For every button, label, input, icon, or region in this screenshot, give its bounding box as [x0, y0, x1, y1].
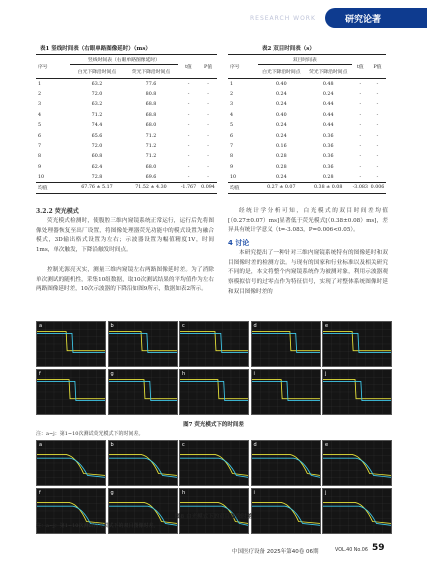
table1-cell: 71.2: [145, 133, 157, 139]
table1-cell: 63.2: [91, 102, 103, 108]
table2-cell: 10: [230, 174, 237, 180]
oscilloscope-trace: [180, 322, 248, 366]
table1-cell: 72.0: [91, 91, 103, 97]
figure7-panel: [179, 369, 249, 415]
table1-cell: -: [187, 164, 190, 170]
oscilloscope-trace: [252, 370, 320, 414]
figure7-panel-label: h: [182, 371, 186, 377]
oscilloscope-trace: [109, 370, 177, 414]
left-paragraph-1: 荧光模式检测时，使腹腔三维内窥镜系统正常运行，运行后先将图像处理器恢复至出厂设置，将图像处理器荧光功能中的模式设置为融合模式，3D输出格式设置为左右；示波器设置为幅值精度1V，时间1ms，单次触发，下降沿触发时间点。: [36, 218, 214, 254]
figure8-panel: [179, 440, 249, 486]
table2-cell: -: [359, 174, 362, 180]
table1-cell: 71.2: [145, 154, 157, 160]
table2: [228, 54, 386, 194]
table2-header-fluor: 荧光下降沿时间点: [305, 65, 352, 79]
table1-header-white: 白光下降沿时间点: [70, 65, 124, 79]
figure7-panel: [322, 369, 392, 415]
table2-cell: -: [376, 102, 379, 108]
table1-cell: 71.2: [91, 112, 103, 118]
figure7-panel-label: f: [39, 371, 41, 377]
table2-row: [228, 152, 386, 162]
table1-cell: -: [207, 133, 209, 139]
table2-row: [228, 110, 386, 120]
figure8-panel: [179, 488, 249, 534]
table2-cell: -: [359, 154, 362, 160]
table1-cell: -: [187, 174, 190, 180]
table1-cell: 65.6: [91, 133, 103, 139]
table2-cell: 9: [230, 164, 234, 170]
table2-cell: 0.24: [275, 133, 287, 139]
oscilloscope-trace: [323, 370, 391, 414]
table1-cell: -1.767: [178, 183, 199, 193]
table1-cell: 68.8: [145, 112, 157, 118]
table1-cell: 72.0: [91, 143, 103, 149]
left-paragraph-2: 控制光源亮灭实，测量三维内窥镜左右两路图像延时差。为了消除单次测试的随机性，采集10组数据，取10次测试结果的平均值作为左右两路图像延时差，10次示波器的下降沿如图9所示，数据如表2所示。: [36, 267, 214, 293]
table1-cell: -: [207, 123, 209, 129]
table1-cell: 5: [38, 123, 42, 129]
table2-cell: 0.24: [275, 91, 287, 97]
table2-cell: -: [376, 143, 379, 149]
figure7-grid: [36, 321, 392, 417]
table2-cell: 0.28: [275, 154, 287, 160]
table2-cell: -: [376, 133, 379, 139]
table2-header-index: 序号: [228, 55, 258, 79]
table1-cell: 68.0: [145, 164, 157, 170]
oscilloscope-trace: [180, 489, 248, 533]
table1-row: [36, 131, 217, 141]
table1-header-fluor: 荧光下降沿时间点: [124, 65, 178, 79]
table2-cell: 4: [230, 112, 234, 118]
table2-cell: -3.083: [352, 183, 369, 193]
table2-cell: 0.27 ± 0.07: [258, 183, 305, 193]
oscilloscope-trace: [37, 370, 105, 414]
table1-cell: 63.2: [91, 81, 103, 87]
table2-cell: -: [376, 164, 379, 170]
table2-cell: 0.44: [322, 112, 334, 118]
oscilloscope-trace: [37, 322, 105, 366]
oscilloscope-trace: [109, 441, 177, 485]
table2-group-header: 双目时间表: [258, 55, 352, 65]
table1-cell: 4: [38, 112, 42, 118]
table1-cell: 2: [38, 91, 42, 97]
table2-cell: -: [359, 133, 362, 139]
table2-cell: 0.24: [275, 102, 287, 108]
table2-cell: 0.40: [275, 112, 287, 118]
table1-cell: -: [207, 164, 209, 170]
section-label-en: RESEARCH WORK: [250, 15, 316, 22]
table2-cell: 0.40: [275, 81, 287, 87]
table1-cell: -: [207, 143, 209, 149]
table1-cell: 9: [38, 164, 42, 170]
figure8-panel-label: i: [253, 490, 255, 496]
table1-cell: -: [187, 154, 190, 160]
table2-row: [228, 89, 386, 99]
figure7-panel: [322, 321, 392, 367]
footer-volume: VOL.40 No.06: [335, 548, 368, 553]
oscilloscope-trace: [37, 441, 105, 485]
table2-cell: 3: [230, 102, 234, 108]
table1-cell: -: [187, 102, 190, 108]
table1-cell: 10: [38, 174, 45, 180]
figure7-note: 注：a~j：第1~10次测试荧光模式下的时间差。: [36, 431, 144, 437]
table1-caption: 表1 竖线时间表（右眼单路图像延时）（ms）: [40, 46, 151, 52]
table1-cell: 74.4: [91, 123, 103, 129]
table1-cell: 68.0: [145, 123, 157, 129]
table2-cell: -: [376, 154, 379, 160]
oscilloscope-trace: [252, 489, 320, 533]
table2-cell: 0.28: [275, 164, 287, 170]
table2-row: [228, 141, 386, 151]
table1-cell: 67.76 ± 5.17: [70, 183, 124, 193]
table1-cell: -: [207, 112, 209, 118]
section-label-cn: 研究论著: [345, 15, 382, 25]
table1-header-t: t值: [178, 55, 199, 79]
table2-cell: 0.36: [322, 133, 334, 139]
figure7-panel: [36, 369, 106, 415]
table1-row: [36, 183, 217, 193]
figure7-panel: [251, 369, 321, 415]
table2-cell: -: [359, 143, 362, 149]
table2-row: [228, 172, 386, 182]
table1-cell: -: [187, 133, 190, 139]
table2-cell: 0.44: [322, 102, 334, 108]
table1-row: [36, 152, 217, 162]
table1-cell: 80.8: [145, 91, 157, 97]
figure7-panel-label: a: [39, 323, 43, 329]
table2-cell: 5: [230, 123, 234, 129]
figure7-panel-label: b: [110, 323, 114, 329]
figure8-note: 注：a~j：第1~10次测试白光模式下的双目图像时差。: [36, 523, 159, 529]
figure7-panel: [36, 321, 106, 367]
table1-row: [36, 100, 217, 110]
table2-cell: -: [359, 91, 362, 97]
page-number: 59: [372, 543, 385, 553]
table1-cell: 1: [38, 81, 42, 87]
footer-journal: 中国医疗设备 2025年第40卷 06期: [232, 549, 319, 555]
table1-cell: 62.4: [91, 164, 103, 170]
figure7-panel-label: c: [182, 323, 185, 329]
table1-cell: 71.2: [145, 143, 157, 149]
table2-cell: 0.36: [322, 154, 334, 160]
table2-row: [228, 120, 386, 130]
oscilloscope-trace: [180, 370, 248, 414]
figure7-panel-label: g: [110, 371, 114, 377]
table2-cell: 0.24: [275, 123, 287, 129]
section-heading-3-2-2: 3.2.2 荧光模式: [36, 208, 79, 215]
table2-cell: -: [359, 81, 362, 87]
table2-cell: -: [376, 91, 379, 97]
table1-cell: -: [187, 81, 190, 87]
right-paragraph-1: 经统计学分析可知，白光模式的双目时间差均值[（0.27±0.07）ms]显著低于荧光模式[（0.38±0.08）ms]，差异具有统计学意义（t=-3.083，P=0.006<0.05）。: [228, 208, 388, 234]
table1: [36, 54, 217, 194]
table2-cell: 2: [230, 91, 234, 97]
figure8-panel-label: h: [182, 490, 186, 496]
figure8-panel: [251, 440, 321, 486]
figure8-panel-label: c: [182, 442, 185, 448]
table1-cell: 69.6: [145, 174, 157, 180]
table2-cell: 0.16: [275, 143, 287, 149]
figure7-panel: [251, 321, 321, 367]
table2-cell: -: [359, 102, 362, 108]
section-badge: [325, 8, 427, 28]
table1-header-index: 序号: [36, 55, 70, 79]
table2-cell: -: [376, 174, 379, 180]
table1-row: [36, 89, 217, 99]
figure8-panel-label: g: [110, 490, 114, 496]
table2-cell: -: [359, 112, 362, 118]
figure7-caption: 图7 荧光模式下的时间差: [183, 422, 244, 428]
table1-cell: -: [207, 174, 209, 180]
table1-group-header: 竖线时间表（右眼单路图像延时）: [70, 55, 178, 65]
table1-cell: 68.8: [145, 102, 157, 108]
figure7-panel-label: i: [253, 371, 255, 377]
figure8-panel-label: e: [325, 442, 329, 448]
figure7-panel-label: e: [325, 323, 329, 329]
oscilloscope-trace: [323, 489, 391, 533]
table2-cell: 0.24: [275, 174, 287, 180]
table1-cell: 6: [38, 133, 42, 139]
table2-cell: 6: [230, 133, 234, 139]
table2-cell: -: [376, 123, 379, 129]
table2-cell: 0.28: [322, 174, 334, 180]
table2-header-t: t值: [352, 55, 369, 79]
table1-cell: -: [187, 91, 190, 97]
table1-row: [36, 110, 217, 120]
table2-cell: 0.48: [322, 81, 334, 87]
table2-row: [228, 162, 386, 172]
table1-cell: 8: [38, 154, 42, 160]
table1-cell: -: [207, 154, 209, 160]
table2-cell: -: [376, 81, 379, 87]
table1-row: [36, 172, 217, 182]
table1-cell: -: [207, 91, 209, 97]
table1-cell: 72.8: [91, 174, 103, 180]
table2-header-p: P值: [369, 55, 386, 79]
table2-cell: 0.38 ± 0.08: [305, 183, 352, 193]
table1-cell: -: [187, 123, 190, 129]
section-heading-discussion: 4 讨论: [228, 239, 250, 247]
table2-row: [228, 131, 386, 141]
oscilloscope-trace: [252, 441, 320, 485]
table2-cell: 8: [230, 154, 234, 160]
figure8-panel: [322, 440, 392, 486]
table1-header-p: P值: [199, 55, 217, 79]
figure8-panel: [251, 488, 321, 534]
figure8-panel: [108, 440, 178, 486]
table1-row: [36, 79, 217, 89]
table1-cell: -: [187, 143, 190, 149]
figure8-panel-label: d: [253, 442, 257, 448]
table1-cell: 均值: [36, 183, 70, 193]
table2-cell: 0.36: [322, 164, 334, 170]
table2-row: [228, 183, 386, 193]
table2-cell: 1: [230, 81, 234, 87]
table1-cell: 3: [38, 102, 42, 108]
table2-row: [228, 79, 386, 89]
figure8-panel-label: a: [39, 442, 43, 448]
table1-row: [36, 141, 217, 151]
table1-row: [36, 162, 217, 172]
table1-cell: 71.52 ± 4.30: [124, 183, 178, 193]
table2-cell: 0.44: [322, 123, 334, 129]
oscilloscope-trace: [180, 441, 248, 485]
table2-cell: -: [359, 123, 362, 129]
table1-cell: -: [207, 81, 209, 87]
figure7-panel-label: j: [325, 371, 327, 377]
table1-cell: 7: [38, 143, 42, 149]
figure8-panel: [36, 440, 106, 486]
table2-row: [228, 100, 386, 110]
oscilloscope-trace: [323, 322, 391, 366]
figure8-panel-label: j: [325, 490, 327, 496]
table1-row: [36, 120, 217, 130]
figure8-panel: [322, 488, 392, 534]
figure7-panel: [108, 369, 178, 415]
table2-cell: 0.36: [322, 143, 334, 149]
right-paragraph-2: 本研究提出了一种针对三维内窥镜系统特有的图像延时和双目图像时差的检测方法。与现有的国家和行业标准以及相关研究不同的是，本文将整个内窥镜系统作为被测对象，利用示波器观察模拟信号的过零点作为特征信号，实现了对整体系统图像时延和双目图像时差的: [228, 250, 388, 295]
oscilloscope-trace: [252, 322, 320, 366]
figure7-panel: [108, 321, 178, 367]
figure8-panel-label: b: [110, 442, 114, 448]
oscilloscope-trace: [323, 441, 391, 485]
figure7-panel-label: d: [253, 323, 257, 329]
table1-cell: 0.094: [199, 183, 217, 193]
table1-cell: -: [207, 102, 209, 108]
table1-cell: 60.8: [91, 154, 103, 160]
oscilloscope-trace: [109, 322, 177, 366]
table2-cell: 0.24: [322, 91, 334, 97]
table2-cell: 均值: [228, 183, 258, 193]
table2-cell: 7: [230, 143, 234, 149]
table2-header-white: 白光下降沿时间点: [258, 65, 305, 79]
figure7-panel: [179, 321, 249, 367]
table1-cell: -: [187, 112, 190, 118]
table2-cell: -: [359, 164, 362, 170]
table2-cell: 0.006: [369, 183, 386, 193]
table2-cell: -: [376, 112, 379, 118]
figure8-caption: 图8 白光模式下的双目图像时差: [174, 514, 253, 520]
table1-cell: 77.6: [145, 81, 157, 87]
figure8-panel-label: f: [39, 490, 41, 496]
table2-caption: 表2 双目时间表（s）: [262, 46, 315, 52]
